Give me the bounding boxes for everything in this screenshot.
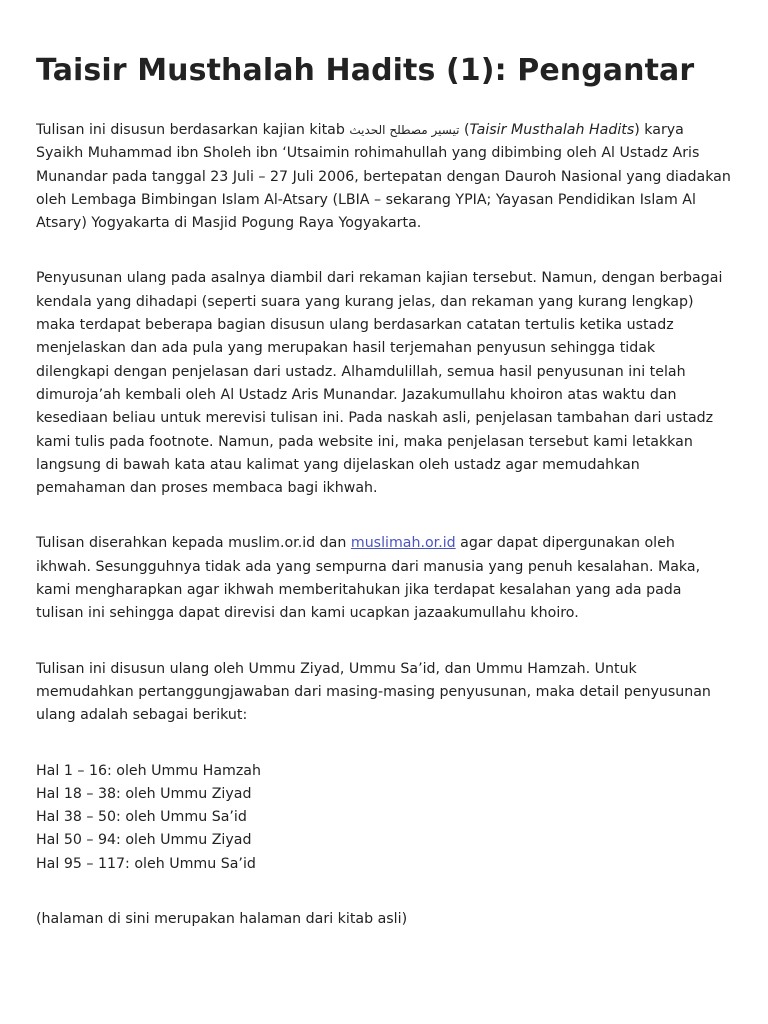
list-item: Hal 18 – 38: oleh Ummu Ziyad — [36, 785, 252, 802]
list-item: Hal 95 – 117: oleh Ummu Sa’id — [36, 855, 256, 872]
paragraph-compilation: Penyusunan ulang pada asalnya diambil dari rekaman kajian tersebut. Namun, dengan berbagai kendala yang dihadapi (seperti suara yang kurang jelas, dan rekaman yang kurang lengkap) maka terdapat beberapa bagian disusun ulang berdasarkan catatan tertulis ketika ustadz menjelaskan dan ada pula yang merupakan hasil terjemahan penyusun sehingga tidak dilengkapi dengan penjelasan dari ustadz. Alhamdulillah, semua hasil penyusunan ini telah dimuroja’ah kembali oleh Al Ustadz Aris Munandar. Jazakumullahu khoiron atas waktu dan kesediaan beliau untuk merevisi tulisan ini. Pada naskah asli, penjelasan tambahan dari ustadz kami tulis pada footnote. Namun, pada website ini, maka penjelasan tersebut kami letakkan langsung di bawah kata atau kalimat yang dijelaskan oleh ustadz agar memudahkan pemahaman dan proses membaca bagi ikhwah. — [36, 270, 723, 497]
list-item: Hal 38 – 50: oleh Ummu Sa’id — [36, 809, 247, 826]
submission-text-before: Tulisan diserahkan kepada muslim.or.id dan — [36, 535, 351, 552]
paragraph-intro — [36, 119, 732, 235]
book-title-italic: Taisir Musthalah Hadits — [469, 122, 635, 138]
list-item: Hal 50 – 94: oleh Ummu Ziyad — [36, 832, 252, 849]
muslimah-link[interactable]: muslimah.or.id — [350, 535, 456, 552]
intro-text-before: Tulisan ini disusun berdasarkan kajian kitab — [36, 122, 350, 138]
page-note: (halaman di sini merupakan halaman dari kitab asli) — [36, 911, 408, 928]
submission-text-after: agar dapat dipergunakan oleh ikhwah. Sesungguhnya tidak ada yang sempurna dari manusia yang penuh kesalahan. Maka, kami mengharapkan agar ikhwah memberitahukan jika terdapat kesalahan yang ada pada tulisan ini sehingga dapat direvisi dan kami ucapkan jazaakumullahu khoiro. — [36, 535, 701, 622]
intro-text-after: ) karya Syaikh Muhammad ibn Sholeh ibn ‘Utsaimin rohimahullah yang dibimbing oleh Al Ustadz Aris Munandar pada tanggal 23 Juli – 27 Juli 2006, bertepatan dengan Dauroh Nasional yang diadakan oleh Lembaga Bimbingan Islam Al-Atsary (LBIA – sekarang YPIA; Yayasan Pendidikan Islam Al Atsary) Yogyakarta di Masjid Pogung Raya Yogyakarta. — [36, 122, 731, 232]
page-title: Taisir Musthalah Hadits (1): Pengantar — [36, 53, 695, 88]
list-item: Hal 1 – 16: oleh Ummu Hamzah — [36, 762, 261, 779]
arabic-book-title: تيسير مصطلح الحديث — [349, 123, 460, 137]
paragraph-submission — [36, 532, 732, 625]
paragraph-authors: Tulisan ini disusun ulang oleh Ummu Ziyad, Ummu Sa’id, dan Ummu Hamzah. Untuk memudahkan pertanggungjawaban dari masing-masing penyusunan, maka detail penyusunan ulang adalah sebagai berikut: — [36, 660, 711, 724]
page-assignment-list — [36, 760, 732, 876]
paren-open: ( — [459, 122, 470, 138]
